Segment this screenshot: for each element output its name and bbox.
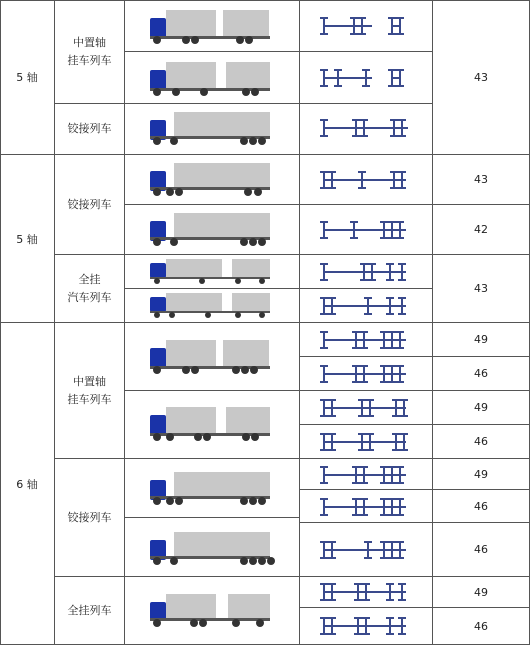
axle-diagram-icon xyxy=(320,582,412,602)
axle-diagram-icon xyxy=(320,398,412,418)
full-trailer-truck-icon xyxy=(148,257,276,287)
semi-trailer-truck-icon xyxy=(148,209,276,251)
full-trailer-truck-icon xyxy=(148,291,276,321)
max-weight-value: 46 xyxy=(474,499,488,513)
max-weight-value: 49 xyxy=(474,585,488,599)
max-weight-cell xyxy=(433,205,530,255)
drawbar-trailer-truck-icon xyxy=(148,336,276,378)
vehicle-type-cell xyxy=(55,104,125,155)
axle-diagram-icon xyxy=(320,16,412,36)
max-weight-cell xyxy=(433,0,530,155)
max-weight-cell xyxy=(433,425,530,459)
max-weight-cell xyxy=(433,155,530,205)
axle-diagram-icon xyxy=(320,170,412,190)
semi-trailer-truck-icon xyxy=(148,108,276,150)
axle-count-label: 6 轴 xyxy=(16,477,38,491)
axle-count-cell xyxy=(0,0,55,155)
axle-diagram-icon xyxy=(320,616,412,636)
axle-count-label: 5 轴 xyxy=(16,71,38,84)
axle-count-cell xyxy=(0,323,55,645)
vehicle-type-label: 全挂 汽车列车 xyxy=(67,272,112,304)
max-weight-cell xyxy=(433,255,530,323)
axle-diagram-icon xyxy=(320,364,412,384)
vehicle-type-label: 中置轴 挂车列车 xyxy=(67,374,112,406)
max-weight-cell xyxy=(433,523,530,577)
axle-diagram-icon xyxy=(320,220,412,240)
full-trailer-truck-icon xyxy=(148,590,276,632)
max-weight-value: 43 xyxy=(474,173,488,186)
axle-count-label: 5 轴 xyxy=(16,232,38,246)
axle-diagram-icon xyxy=(320,330,412,350)
axle-diagram-icon xyxy=(320,118,412,138)
max-weight-cell xyxy=(433,357,530,391)
vehicle-type-label: 铰接列车 xyxy=(67,197,112,211)
semi-trailer-truck-icon xyxy=(148,528,276,570)
drawbar-trailer-truck-icon xyxy=(148,6,276,48)
vehicle-type-label: 全挂列车 xyxy=(67,603,112,617)
max-weight-cell xyxy=(433,391,530,425)
axle-diagram-icon xyxy=(320,497,412,517)
drawbar-trailer-truck-icon xyxy=(148,58,276,100)
vehicle-type-label: 铰接列车 xyxy=(67,122,112,135)
max-weight-value: 46 xyxy=(474,619,488,633)
axle-diagram-icon xyxy=(320,540,412,560)
vehicle-type-cell xyxy=(55,323,125,459)
max-weight-value: 49 xyxy=(474,467,488,481)
drawbar-trailer-truck-icon xyxy=(148,403,276,445)
max-weight-cell xyxy=(433,323,530,357)
axle-diagram-icon xyxy=(320,465,412,485)
vehicle-type-cell xyxy=(55,255,125,323)
axle-count-cell xyxy=(0,155,55,323)
max-weight-cell xyxy=(433,490,530,523)
vehicle-type-cell xyxy=(55,577,125,645)
vehicle-type-label: 铰接列车 xyxy=(67,510,112,524)
vehicle-type-label: 中置轴 挂车列车 xyxy=(67,35,112,67)
max-weight-value: 46 xyxy=(474,367,488,380)
max-weight-value: 42 xyxy=(474,223,488,236)
semi-trailer-truck-icon xyxy=(148,159,276,201)
semi-trailer-truck-icon xyxy=(148,468,276,510)
vehicle-type-cell xyxy=(55,155,125,255)
max-weight-cell xyxy=(433,608,530,645)
vehicle-type-cell xyxy=(55,459,125,577)
max-weight-value: 46 xyxy=(474,435,488,448)
axle-diagram-icon xyxy=(320,262,412,282)
axle-diagram-icon xyxy=(320,432,412,452)
max-weight-value: 46 xyxy=(474,543,488,556)
vehicle-type-cell xyxy=(55,0,125,104)
max-weight-value: 43 xyxy=(474,70,488,84)
axle-diagram-icon xyxy=(320,296,412,316)
max-weight-cell xyxy=(433,577,530,608)
max-weight-value: 49 xyxy=(474,333,488,346)
max-weight-cell xyxy=(433,459,530,490)
max-weight-value: 43 xyxy=(474,282,488,295)
max-weight-value: 49 xyxy=(474,401,488,414)
axle-diagram-icon xyxy=(320,68,412,88)
